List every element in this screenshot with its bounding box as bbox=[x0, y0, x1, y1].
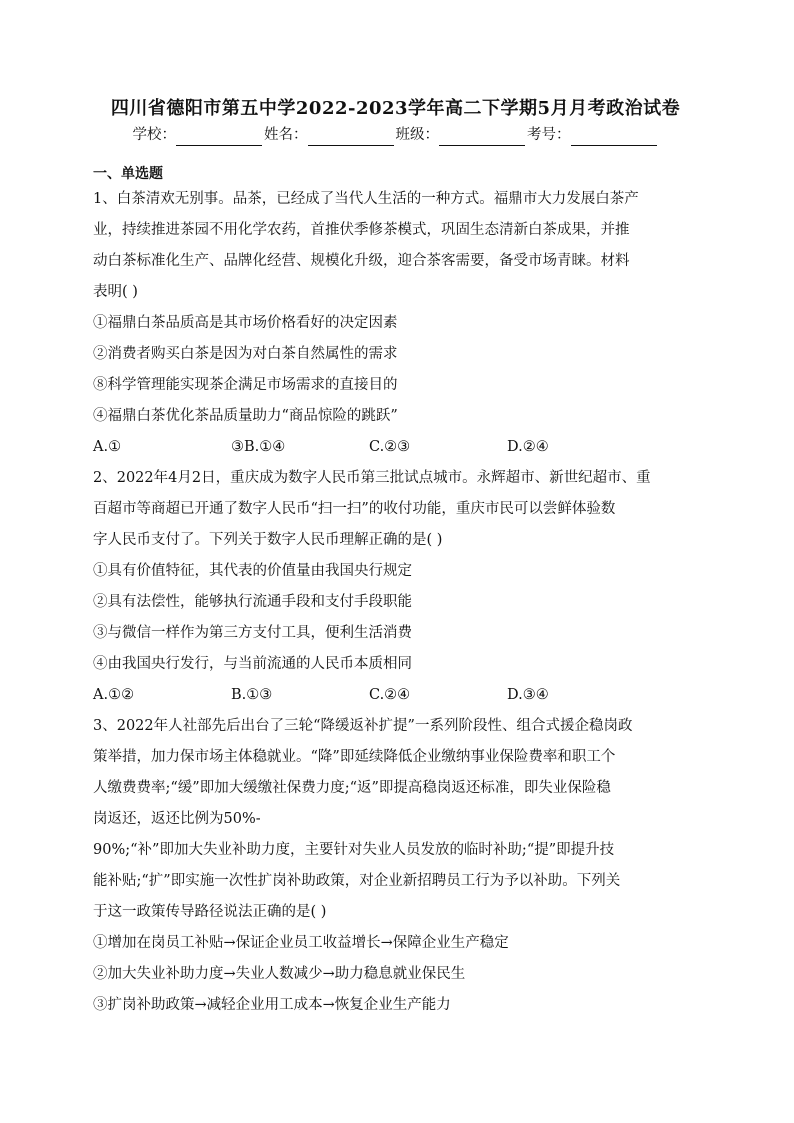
school-label: 学校： bbox=[132, 127, 176, 143]
answer-choices bbox=[93, 432, 698, 463]
question-stem-line: 人缴费费率;“缓”即加大缓缴社保费力度;“返”即提高稳岗返还标准，即失业保险稳 bbox=[93, 780, 611, 796]
question-stem-line: 策举措，加力保市场主体稳就业。“降”即延续降低企业缴纳事业保险费率和职工个 bbox=[93, 749, 616, 765]
school-blank bbox=[176, 129, 262, 146]
statement: ③扩岗补助政策→减轻企业用工成本→恢复企业生产能力 bbox=[93, 997, 451, 1013]
number-blank bbox=[571, 129, 657, 146]
class-label: 班级： bbox=[395, 127, 439, 143]
statement: ①增加在岗员工补贴→保证企业员工收益增长→保障企业生产稳定 bbox=[93, 935, 509, 951]
answer-choices bbox=[93, 680, 698, 711]
question-stem-line: 3、2022年人社部先后出台了三轮“降缓返补扩提”一系列阶段性、组合式援企稳岗政 bbox=[93, 718, 633, 734]
question-stem-line: 字人民币支付了。下列关于数字人民币理解正确的是( ) bbox=[93, 532, 443, 548]
statement: ④由我国央行发行，与当前流通的人民币本质相同 bbox=[93, 656, 412, 672]
question-stem-line: 动白茶标准化生产、品牌化经营、规模化升级，迎合茶客需要，备受市场青睐。材料 bbox=[93, 253, 630, 269]
question-1 bbox=[93, 184, 698, 463]
exam-title: 四川省德阳市第五中学2022-2023学年高二下学期5月月考政治试卷 bbox=[110, 98, 681, 119]
statement: ②具有法偿性，能够执行流通手段和支付手段职能 bbox=[93, 594, 412, 610]
question-stem-line: 业，持续推进茶园不用化学农药，首推伏季修茶模式，巩固生态清新白茶成果，并推 bbox=[93, 222, 630, 238]
name-label: 姓名： bbox=[264, 127, 308, 143]
statement: ⑧科学管理能实现茶企满足市场需求的直接目的 bbox=[93, 377, 398, 393]
choice-a[interactable]: A.①② bbox=[93, 687, 135, 703]
statement: ③与微信一样作为第三方支付工具，便利生活消费 bbox=[93, 625, 412, 641]
question-stem-line: 能补贴;“扩”即实施一次性扩岗补助政策，对企业新招聘员工行为予以补助。下列关 bbox=[93, 873, 621, 889]
question-2 bbox=[93, 463, 698, 711]
student-info-row bbox=[93, 124, 698, 146]
number-label: 考号： bbox=[527, 127, 571, 143]
question-stem-line: 90%;“补”即加大失业补助力度，主要针对失业人员发放的临时补助;“提”即提升技 bbox=[93, 842, 615, 858]
choice-d[interactable]: D.②④ bbox=[507, 439, 549, 455]
question-stem-line: 于这一政策传导路径说法正确的是( ) bbox=[93, 904, 327, 920]
class-blank bbox=[439, 129, 525, 146]
section-heading: 一、单选题 bbox=[93, 166, 163, 182]
choice-c[interactable]: C.②④ bbox=[369, 687, 411, 703]
choice-b[interactable]: B.①③ bbox=[231, 687, 273, 703]
statement: ①具有价值特征，其代表的价值量由我国央行规定 bbox=[93, 563, 412, 579]
name-blank bbox=[308, 129, 394, 146]
statement: ②消费者购买白茶是因为对白茶自然属性的需求 bbox=[93, 346, 398, 362]
question-stem-line: 百超市等商超已开通了数字人民币“扫一扫”的收付功能，重庆市民可以尝鲜体验数 bbox=[93, 501, 616, 517]
question-stem-line: 1、白茶清欢无别事。品茶，已经成了当代人生活的一种方式。福鼎市大力发展白茶产 bbox=[93, 191, 639, 207]
choice-d[interactable]: D.③④ bbox=[507, 687, 549, 703]
choice-b[interactable]: ③B.①④ bbox=[231, 439, 286, 455]
choice-a[interactable]: A.① bbox=[93, 439, 122, 455]
choice-c[interactable]: C.②③ bbox=[369, 439, 411, 455]
question-stem-line: 2、2022年4月2日，重庆成为数字人民币第三批试点城市。永辉超市、新世纪超市、重 bbox=[93, 470, 651, 486]
statement: ①福鼎白茶品质高是其市场价格看好的决定因素 bbox=[93, 315, 398, 331]
statement: ②加大失业补助力度→失业人数减少→助力稳息就业保民生 bbox=[93, 966, 466, 982]
question-stem-line: 表明( ) bbox=[93, 284, 138, 300]
statement: ④福鼎白茶优化茶品质量助力“商品惊险的跳跃” bbox=[93, 408, 398, 424]
question-3 bbox=[93, 711, 698, 1021]
question-stem-line: 岗返还，返还比例为50%- bbox=[93, 811, 261, 827]
